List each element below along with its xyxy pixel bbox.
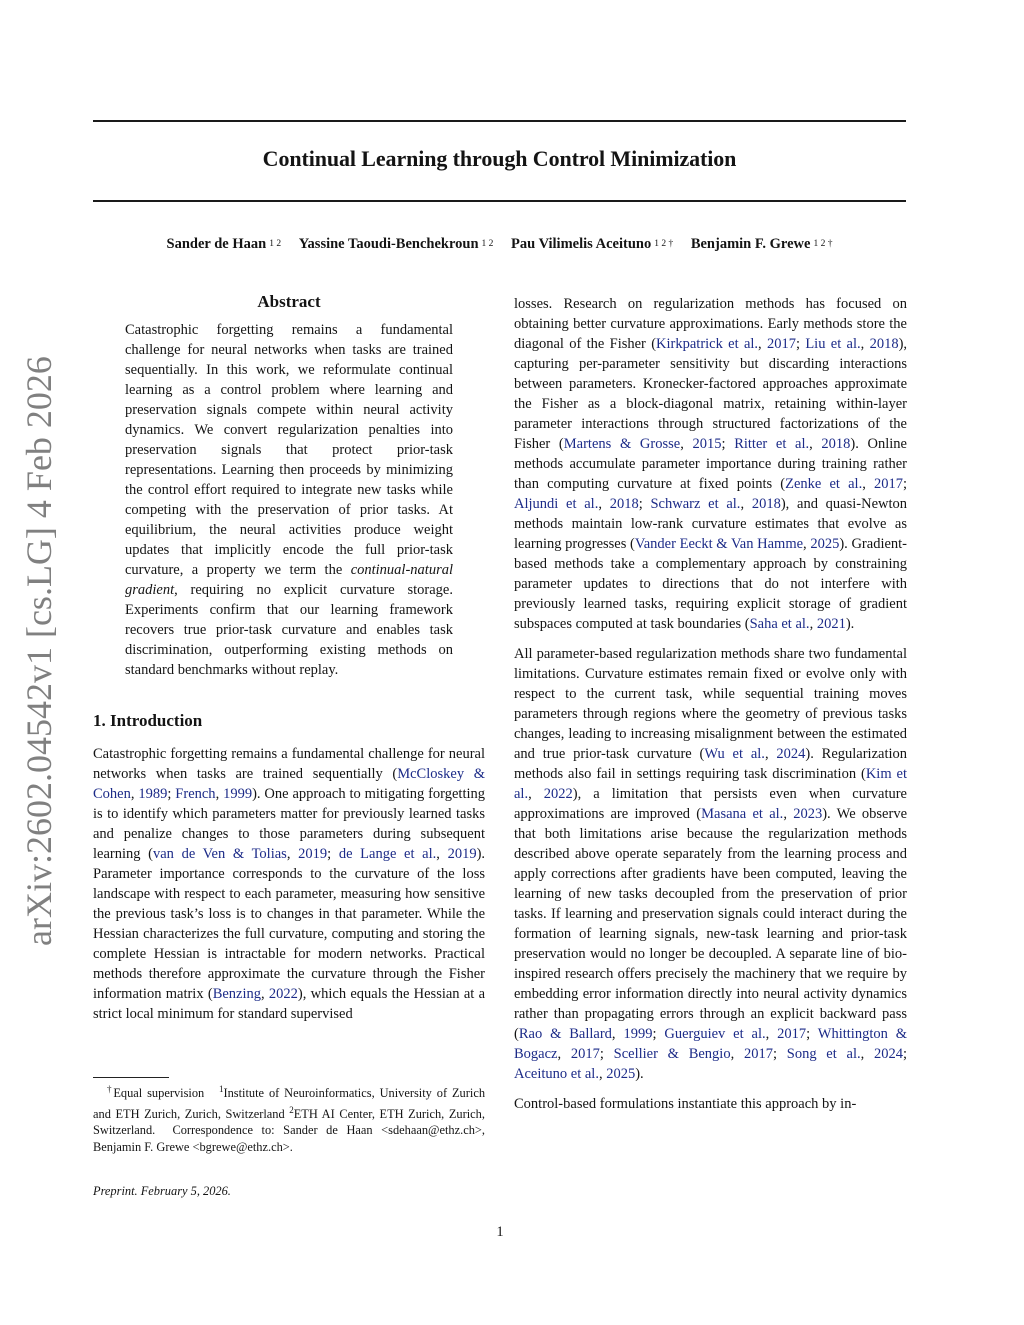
abstract-emphasis-term: continual-natural gradient [125,562,453,598]
body-text: , [680,436,693,452]
citation-link[interactable]: 2025 [606,1066,636,1082]
citation-link[interactable]: Benzing [212,986,262,1002]
citation-link[interactable]: 2017 [777,1026,807,1042]
author [691,236,833,252]
body-text: ; [806,1026,818,1042]
body-text: ; [652,1026,665,1042]
title-top-rule [93,120,906,122]
body-text: , [528,786,544,802]
body-text: ; [638,496,651,512]
body-text: , [860,1046,874,1062]
citation-link[interactable]: Whittington & Bogacz [514,1026,908,1062]
body-text: Catastrophic forgetting remains a fundamental challenge for neural networks when tasks are trained sequentially ( [93,746,485,782]
author-name: Yassine Taoudi-Benchekroun [298,236,479,252]
citation-link[interactable]: 1999 [623,1026,653,1042]
body-paragraph [514,1094,907,1114]
body-text: Control-based formulations instantiate this approach by in- [514,1096,857,1112]
body-paragraph [514,294,907,634]
abstract-heading: Abstract [257,292,321,311]
body-text: , [436,846,448,862]
citation-link[interactable]: Aceituno et al. [514,1066,599,1082]
body-text: losses. Research on regularization methods has focused on obtaining better curvature approximations. Early methods store the diagonal of the Fisher ( [514,296,907,352]
body-text: , [860,336,870,352]
citation-link[interactable]: Scellier & Bengio [613,1046,731,1062]
body-paragraph [514,644,907,1084]
citation-link[interactable]: Saha et al. [749,616,810,632]
body-text: ; [327,846,339,862]
citation-link[interactable]: 2018 [869,336,899,352]
body-text: ; [795,336,806,352]
body-text: ), which equals the Hessian at a strict local minimum for standard supervised [93,986,486,1022]
citation-link[interactable]: 2018 [609,496,639,512]
body-text: , [783,806,794,822]
citation-link[interactable]: McCloskey & Cohen [93,766,485,802]
body-text: ), a limitation that persists even when curvature approximations are improved ( [514,786,907,822]
citation-link[interactable]: 2021 [816,616,846,632]
citation-link[interactable]: 2024 [874,1046,903,1062]
citation-link[interactable]: de Lange et al. [338,846,437,862]
body-text: , [740,496,752,512]
citation-link[interactable]: 2019 [447,846,477,862]
body-text: ). Gradient-based methods take a complementary approach by constraining parameter updates to directions that do not interfere with previously learned tasks, requiring explicit storage of gradient subspaces computed at task boundaries ( [514,536,908,632]
author-affiliation-marks: 1 2 † [813,239,833,249]
citation-link[interactable]: Guerguiev et al. [664,1026,766,1042]
body-text: , [862,476,874,492]
citation-link[interactable]: 2025 [810,536,840,552]
citation-link[interactable]: Zenke et al. [785,476,863,492]
author [299,236,494,252]
body-text: , [765,1026,778,1042]
arxiv-identifier-stamp: arXiv:2602.04542v1 [cs.LG] 4 Feb 2026 [19,356,59,946]
body-text: ), capturing per-parameter sensitivity but discarding interactions between parameters. Kronecker-factored approaches approximate the Fisher as a block-diagonal matrix, retaining within-layer parameter interactions through structured factorizations of the Fisher ( [514,336,908,452]
citation-link[interactable]: 2024 [776,746,806,762]
author-name: Pau Vilimelis Aceituno [511,236,652,252]
body-text: ). We observe that both limitations arise because the regularization methods described above operate separately from the learning process and apply corrections after gradients have been computed, leaving the learning of new tasks decoupled from the preservation of prior tasks. If learning and preservation signals could interact during the formation of learning signals, new-task learning and prior-task preservation would no longer be decoupled. A separate line of bio-inspired research offers precisely the machinery that we require by embedding error information directly into neural activity dynamics rather than propagating errors through an explicit backward pass ( [514,806,908,1042]
abstract-body [125,320,453,680]
preprint-note: Preprint. February 5, 2026. [93,1184,231,1198]
body-text: All parameter-based regularization methods share two fundamental limitations. Curvature estimates remain fixed or evolve only with respect to the current task, while sequential training moves parameters through regions where the geometry of previous tasks changes, leading to increasing misalignment between the estimated and true prior-task curvature ( [514,646,907,762]
section-heading-introduction: 1. Introduction [93,711,203,730]
citation-link[interactable]: Vander Eeckt & Van Hamme [634,536,804,552]
body-text: , [286,846,299,862]
citation-link[interactable]: 2018 [821,436,851,452]
author-affiliation-marks: 1 2 [269,239,282,249]
body-text: , [611,1026,624,1042]
citation-link[interactable]: Rao & Ballard [518,1026,612,1042]
body-text: , [730,1046,744,1062]
body-text: ; [772,1046,787,1062]
body-text: ; [721,436,735,452]
abstract-text: , requiring no explicit curvature storage. Experiments confirm that our learning framework recovers true prior-task curvature and enables task discrimination, outperforming existing methods on standard benchmarks without replay. [125,582,453,678]
body-text: ; [903,1046,908,1062]
body-text: ; [902,476,908,492]
citation-link[interactable]: 1999 [223,786,253,802]
citation-link[interactable]: Wu et al. [704,746,765,762]
citation-link[interactable]: Martens & Grosse [563,436,681,452]
body-text: ). [635,1066,644,1082]
citation-link[interactable]: Song et al. [786,1046,861,1062]
body-text: ). One approach to mitigating forgetting is to identify which parameters matter for previously learned tasks and penalize changes to those parameters during subsequent learning ( [93,786,486,862]
citation-link[interactable]: 2017 [766,336,796,352]
body-text: ). [845,616,855,632]
right-column [514,294,907,1124]
left-column [93,292,485,1024]
body-text: , [215,786,224,802]
author-affiliation-marks: 1 2 † [654,239,674,249]
body-text: , [130,786,139,802]
body-text: , [758,336,767,352]
body-text: , [598,496,610,512]
citation-link[interactable]: 2022 [543,786,573,802]
body-text: ), and quasi-Newton methods maintain low-rank curvature estimates that evolve as learning progresses ( [514,496,908,552]
body-text: , [764,746,777,762]
correspondence-text: Correspondence to: Sander de Haan <sdehaan@ethz.ch>, Benjamin F. Grewe <bgrewe@ethz.ch>. [93,1123,485,1154]
citation-link[interactable]: 2022 [268,986,298,1002]
citation-link[interactable]: 1989 [138,786,168,802]
body-text: ). Parameter importance corresponds to the curvature of the loss landscape with respect to each parameter, measuring how sensitive the previous task’s loss is to changes in that parameter. While the Hessian characterizes the full curvature, computing and storing the complete Hessian is intractable for modern networks. Practical methods therefore approximate the curvature through the Fisher information matrix ( [93,846,486,1002]
author-name: Sander de Haan [166,236,267,252]
page-number: 1 [496,1224,504,1240]
citation-link[interactable]: Masana et al. [701,806,784,822]
author [167,236,282,252]
citation-link[interactable]: Schwarz et al. [650,496,741,512]
footnote-rule [93,1077,169,1078]
citation-link[interactable]: Kirkpatrick et al. [656,336,759,352]
affiliation-footnote [93,1081,485,1155]
citation-link[interactable]: 2019 [298,846,328,862]
introduction-paragraph [93,744,485,1024]
body-text: ). Online methods accumulate parameter importance during training rather than computing curvature at fixed points ( [514,436,907,492]
footnote-text: ETH AI Center, ETH Zurich, Zurich, Switzerland. [93,1106,485,1138]
citation-link[interactable]: van de Ven & Tolias [153,846,287,862]
paper-title: Continual Learning through Control Minimization [262,146,737,171]
author-affiliation-marks: 1 2 [481,239,494,249]
citation-link[interactable]: 2018 [751,496,781,512]
citation-link[interactable]: 2017 [873,476,903,492]
footnote-mark: 1 [218,1084,224,1094]
citation-link[interactable]: 2017 [570,1046,600,1062]
citation-link[interactable]: 2015 [692,436,722,452]
citation-link[interactable]: Kim et al. [514,766,907,802]
body-text: , [598,1066,607,1082]
title-bottom-rule [93,200,906,202]
body-text: ; [167,786,176,802]
abstract-text: Catastrophic forgetting remains a fundamental challenge for neural networks when tasks are trained sequentially. In this work, we reformulate continual learning as a control problem where learning and preservation signals compete within neural activity dynamics. We convert regularization penalties into preservation signals that protect prior-task representations. Learning then proceeds by minimizing the control effort required to integrate new tasks while competing with the preservation of prior tasks. At equilibrium, the neural activities produce weight updates that implicitly encode the full prior-task curvature, a property we term the [125,322,453,578]
body-text: ). Regularization methods also fail in settings requiring task discrimination ( [514,746,907,782]
author-list [93,236,906,253]
footnote-text: Institute of Neuroinformatics, University of Zurich and ETH Zurich, Zurich, Switzerland [93,1086,486,1121]
body-text: , [809,436,822,452]
citation-link[interactable]: Liu et al. [805,336,861,352]
citation-link[interactable]: Aljundi et al. [514,496,599,512]
body-text: ; [599,1046,614,1062]
footnote-mark: 2 [289,1104,294,1115]
body-text: , [261,986,269,1002]
footnote-mark: † [107,1084,114,1094]
citation-link[interactable]: Ritter et al. [734,436,810,452]
footnote-text: Equal supervision [113,1086,205,1101]
body-text: , [809,616,817,632]
citation-link[interactable]: French [175,786,216,802]
author [511,236,673,252]
body-text: , [557,1046,571,1062]
citation-link[interactable]: 2017 [743,1046,773,1062]
author-name: Benjamin F. Grewe [690,236,811,252]
body-text: , [803,536,811,552]
citation-link[interactable]: 2023 [793,806,823,822]
